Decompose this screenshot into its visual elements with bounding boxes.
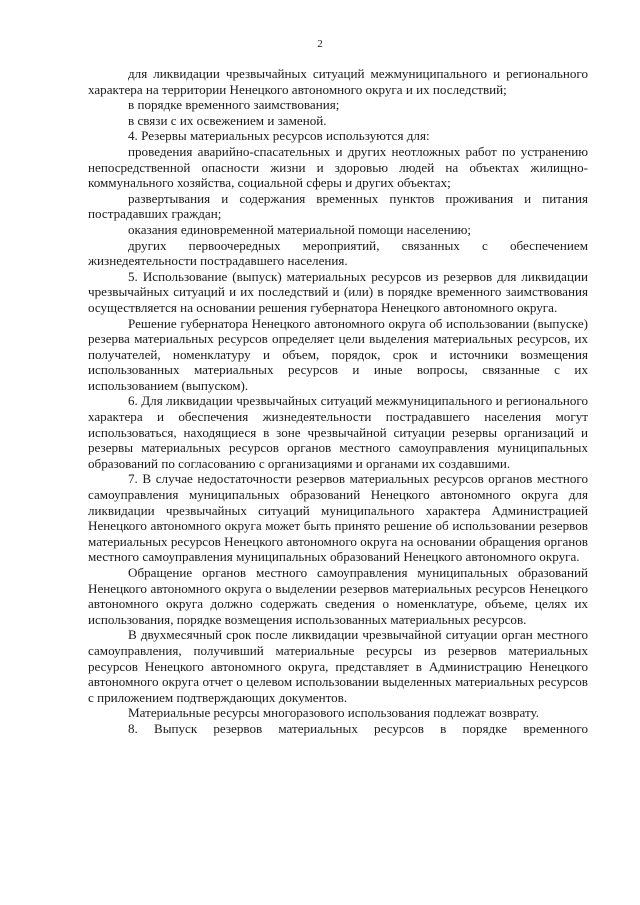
paragraph: Материальные ресурсы многоразового использования подлежат возврату. <box>128 705 540 721</box>
paragraph: 5. Использование (выпуск) материальных ресурсов из резервов для ликвидации чрезвычайных ситуаций и их последствий и (или) в порядке временного заимствования осуществляется на основании решения губернатора Ненецкого автономного округа. <box>88 268 588 315</box>
paragraph: 4. Резервы материальных ресурсов используются для: <box>128 128 430 144</box>
paragraph: Решение губернатора Ненецкого автономного округа об использовании (выпуске) резерва материальных ресурсов определяет цели выделения материальных ресурсов, их получателей, номенклатуру и объем, порядок, срок и источники возмещения использованных материальных ресурсов и иные вопросы, связанные с их использованием (выпуском). <box>88 315 588 393</box>
paragraph: В двухмесячный срок после ликвидации чрезвычайной ситуации орган местного самоуправления, получивший материальные ресурсы из резервов материальных ресурсов Ненецкого автономного округа, представляет в Администрацию Ненецкого автономного округа отчет о целевом использовании выделенных материальных ресурсов с приложением подтверждающих документов. <box>88 627 588 705</box>
paragraph: проведения аварийно-спасательных и других неотложных работ по устранению непосредственной опасности жизни и здоровью людей на объектах жилищно-коммунального хозяйства, социальной сферы и других объектах; <box>88 143 588 191</box>
paragraph: 7. В случае недостаточности резервов материальных ресурсов органов местного самоуправления муниципальных образований Ненецкого автономного округа для ликвидации чрезвычайных ситуаций муниципального характера Администрацией Ненецкого автономного округа может быть принято решение об использовании резервов материальных ресурсов Ненецкого автономного округа на основании обращения органов местного самоуправления муниципальных образований Ненецкого автономного округа. <box>88 471 588 565</box>
paragraph: 6. Для ликвидации чрезвычайных ситуаций межмуниципального и регионального характера и обеспечения жизнедеятельности пострадавшего населения могут использоваться, находящиеся в зоне чрезвычайной ситуации резервы организаций и резервы материальных ресурсов органов местного самоуправления муниципальных образований по согласованию с организациями и органами их создавшими. <box>88 393 588 471</box>
paragraph: в порядке временного заимствования; <box>128 97 340 113</box>
paragraph: других первоочередных мероприятий, связанных с обеспечением жизнедеятельности пострадавшего населения. <box>88 237 588 269</box>
paragraph: в связи с их освежением и заменой. <box>128 112 327 128</box>
page-number: 2 <box>317 38 323 50</box>
paragraph: для ликвидации чрезвычайных ситуаций межмуниципального и регионального характера на территории Ненецкого автономного округа и их последствий; <box>88 66 588 97</box>
document-body <box>88 66 588 737</box>
paragraph: оказания единовременной материальной помощи населению; <box>128 221 472 237</box>
paragraph: 8. Выпуск резервов материальных ресурсов в порядке временного <box>128 720 588 736</box>
paragraph: развертывания и содержания временных пунктов проживания и питания пострадавших граждан; <box>88 190 588 222</box>
paragraph: Обращение органов местного самоуправления муниципальных образований Ненецкого автономного округа о выделении резервов материальных ресурсов Ненецкого автономного округа должно содержать сведения о номенклатуре, объеме, целях их использования, порядке возмещения использованных материальных ресурсов. <box>88 565 588 627</box>
